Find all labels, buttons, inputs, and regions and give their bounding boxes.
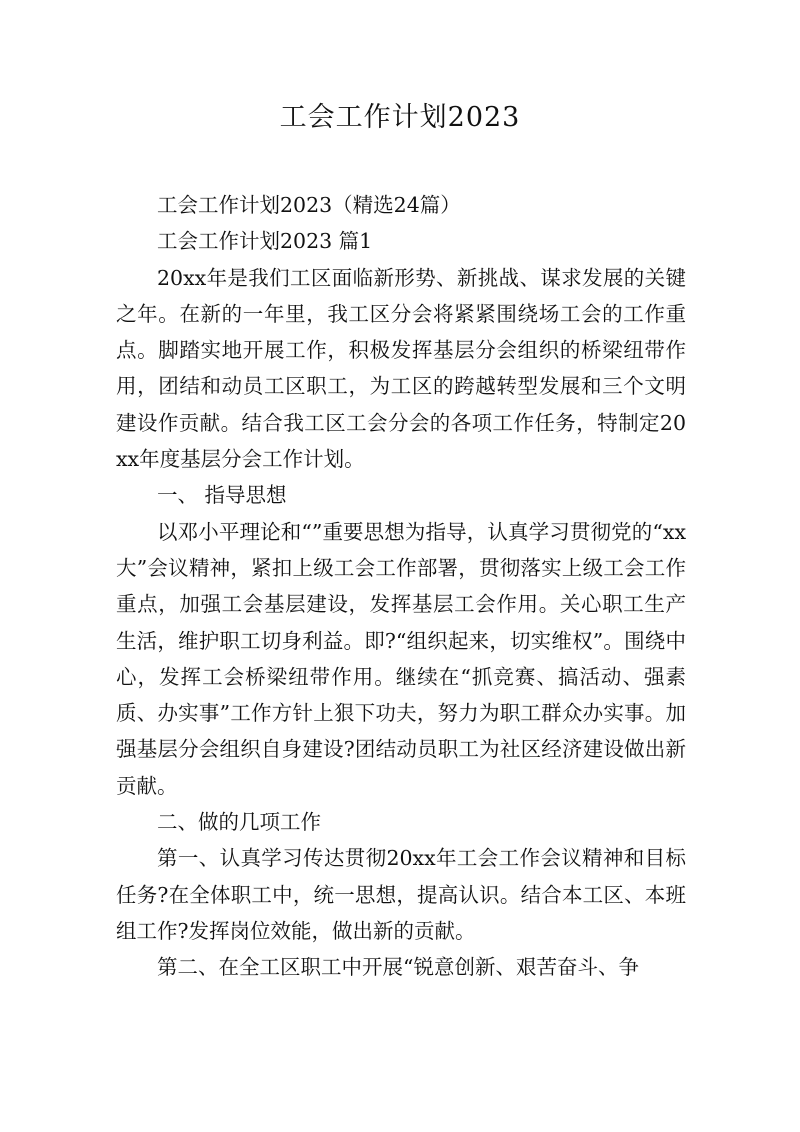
subtitle-paragraph: 工会工作计划2023（精选24篇）	[157, 193, 461, 217]
section-heading: 一、 指导思想	[157, 483, 287, 508]
section-heading: 工会工作计划2023 篇1	[157, 229, 373, 254]
body-paragraph: 第一、认真学习传达贯彻20xx年工会工作会议精神和目标任务?在全体职工中，统一思想，提高认识。结合本工区、本班组工作?发挥岗位效能，做出新的贡献。	[116, 846, 686, 943]
section-heading: 二、做的几项工作	[157, 810, 321, 835]
body-paragraph: 第二、在全工区职工中开展“锐意创新、艰苦奋斗、争	[157, 955, 639, 980]
document-body	[116, 187, 686, 986]
body-paragraph: 20xx年是我们工区面临新形势、新挑战、谋求发展的关键之年。在新的一年里，我工区分会将紧紧围绕场工会的工作重点。脚踏实地开展工作，积极发挥基层分会组织的桥梁纽带作用，团结和动员工区职工，为工区的跨越转型发展和三个文明建设作贡献。结合我工区工会分会的各项工作任务，特制定20xx年度基层分会工作计划。	[116, 265, 686, 472]
body-paragraph: 以邓小平理论和“”重要思想为指导，认真学习贯彻党的“xx大”会议精神，紧扣上级工会工作部署，贯彻落实上级工会工作重点，加强工会基层建设，发挥基层工会作用。关心职工生产生活，维护职工切身利益。即?“组织起来，切实维权”。围绕中心，发挥工会桥梁纽带作用。继续在“抓竞赛、搞活动、强素质、办实事”工作方针上狠下功夫，努力为职工群众办实事。加强基层分会组织自身建设?团结动员职工为社区经济建设做出新贡献。	[116, 519, 686, 798]
document-title: 工会工作计划2023	[279, 102, 521, 133]
